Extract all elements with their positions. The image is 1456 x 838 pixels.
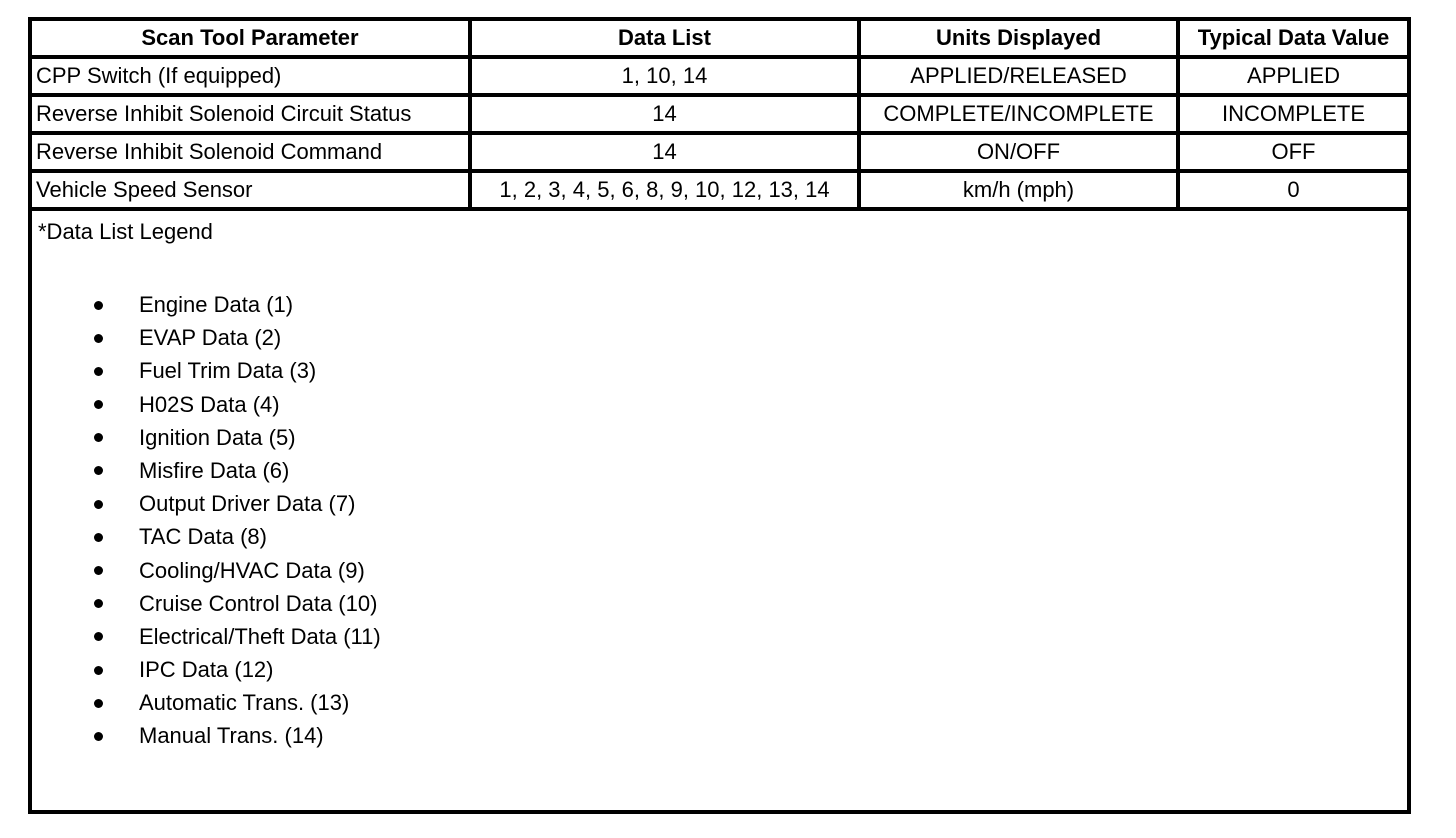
cell-typical-value: INCOMPLETE [1178, 95, 1407, 133]
data-list-legend [32, 211, 1407, 753]
header-data-list: Data List [470, 21, 859, 57]
cell-typical-value: OFF [1178, 133, 1407, 171]
cell-parameter: Reverse Inhibit Solenoid Command [32, 133, 470, 171]
header-units-displayed: Units Displayed [859, 21, 1178, 57]
list-item: IPC Data (12) [38, 653, 1407, 686]
cell-parameter: Reverse Inhibit Solenoid Circuit Status [32, 95, 470, 133]
list-item: Engine Data (1) [38, 288, 1407, 321]
table-row [32, 171, 1407, 209]
cell-data-list: 1, 2, 3, 4, 5, 6, 8, 9, 10, 12, 13, 14 [470, 171, 859, 209]
cell-parameter: CPP Switch (If equipped) [32, 57, 470, 95]
list-item: TAC Data (8) [38, 520, 1407, 553]
cell-data-list: 14 [470, 95, 859, 133]
cell-units: COMPLETE/INCOMPLETE [859, 95, 1178, 133]
list-item: Cooling/HVAC Data (9) [38, 554, 1407, 587]
cell-units: APPLIED/RELEASED [859, 57, 1178, 95]
list-item: Cruise Control Data (10) [38, 587, 1407, 620]
scan-tool-data-table-frame [28, 17, 1411, 814]
cell-units: ON/OFF [859, 133, 1178, 171]
table-row [32, 57, 1407, 95]
scan-tool-data-table [32, 21, 1407, 211]
cell-data-list: 14 [470, 133, 859, 171]
list-item: Manual Trans. (14) [38, 719, 1407, 752]
cell-parameter: Vehicle Speed Sensor [32, 171, 470, 209]
list-item: Misfire Data (6) [38, 454, 1407, 487]
cell-typical-value: 0 [1178, 171, 1407, 209]
list-item: H02S Data (4) [38, 388, 1407, 421]
table-row [32, 95, 1407, 133]
cell-typical-value: APPLIED [1178, 57, 1407, 95]
list-item: Fuel Trim Data (3) [38, 354, 1407, 387]
cell-data-list: 1, 10, 14 [470, 57, 859, 95]
list-item: Output Driver Data (7) [38, 487, 1407, 520]
header-scan-tool-parameter: Scan Tool Parameter [32, 21, 470, 57]
list-item: Automatic Trans. (13) [38, 686, 1407, 719]
legend-title: *Data List Legend [38, 219, 213, 244]
table-row [32, 133, 1407, 171]
legend-list [38, 288, 1407, 753]
header-typical-data-value: Typical Data Value [1178, 21, 1407, 57]
cell-units: km/h (mph) [859, 171, 1178, 209]
list-item: Ignition Data (5) [38, 421, 1407, 454]
list-item: Electrical/Theft Data (11) [38, 620, 1407, 653]
table-header-row [32, 21, 1407, 57]
list-item: EVAP Data (2) [38, 321, 1407, 354]
